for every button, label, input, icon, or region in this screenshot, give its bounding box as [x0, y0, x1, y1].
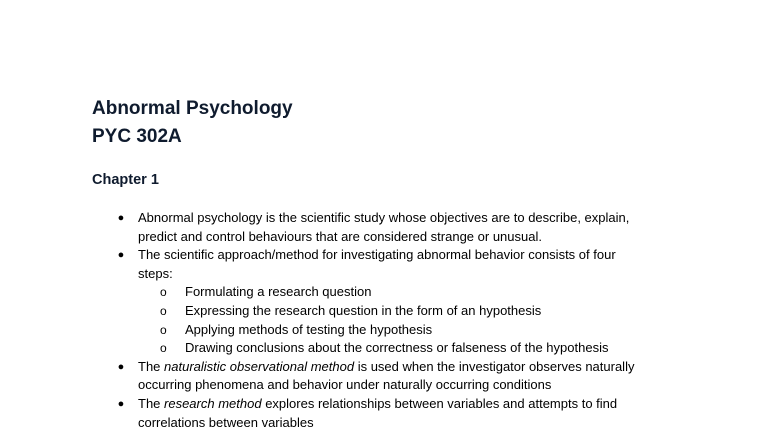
list-item-text: steps:: [138, 265, 173, 281]
list-item-text: The scientific approach/method for investigating abnormal behavior consists of four: [138, 247, 616, 263]
circle-bullet-icon: o: [160, 303, 167, 318]
sub-list-item-text: Formulating a research question: [185, 284, 372, 300]
list-item-text: predict and control behaviours that are considered strange or unusual.: [138, 228, 542, 244]
sub-list-item: [0, 283, 784, 302]
emphasis-text: naturalistic observational method: [164, 358, 355, 374]
chapter-heading: Chapter 1: [92, 172, 159, 188]
text-run: The: [138, 395, 165, 411]
list-item-text: [138, 358, 698, 377]
sub-list-item-text: Expressing the research question in the form of an hypothesis: [185, 302, 542, 318]
sub-list-item: [0, 321, 784, 340]
bullet-icon: ●: [117, 249, 125, 262]
document-title: [92, 95, 293, 151]
bullet-icon: ●: [117, 360, 125, 373]
bullet-list: [0, 209, 784, 432]
list-item: [0, 246, 698, 283]
list-item-text: [138, 395, 698, 414]
list-item-text: correlations between variables: [138, 414, 314, 430]
sub-list-item: [0, 302, 784, 321]
sub-list-item-text: Drawing conclusions about the correctness or falseness of the hypothesis: [185, 340, 609, 356]
text-run: explores relationships between variables and attempts to find: [261, 395, 618, 411]
sub-list: [0, 283, 784, 357]
text-run: The: [138, 358, 165, 374]
list-item-text: Abnormal psychology is the scientific study whose objectives are to describe, explain,: [138, 210, 630, 225]
emphasis-text: research method: [164, 395, 262, 411]
circle-bullet-icon: o: [160, 322, 167, 337]
course-title: Abnormal Psychology: [92, 98, 293, 119]
sub-list-item: [0, 339, 784, 358]
list-item: [0, 209, 698, 246]
circle-bullet-icon: o: [160, 341, 167, 356]
list-item: [0, 358, 698, 395]
bullet-icon: ●: [117, 212, 125, 224]
list-item: [0, 395, 698, 432]
course-code: PYC 302A: [92, 126, 182, 147]
text-run: is used when the investigator observes naturally: [354, 358, 635, 374]
sub-list-item-text: Applying methods of testing the hypothesis: [185, 321, 433, 337]
list-item-text: occurring phenomena and behavior under naturally occurring conditions: [138, 377, 552, 393]
circle-bullet-icon: o: [160, 285, 167, 300]
bullet-icon: ●: [117, 397, 125, 410]
